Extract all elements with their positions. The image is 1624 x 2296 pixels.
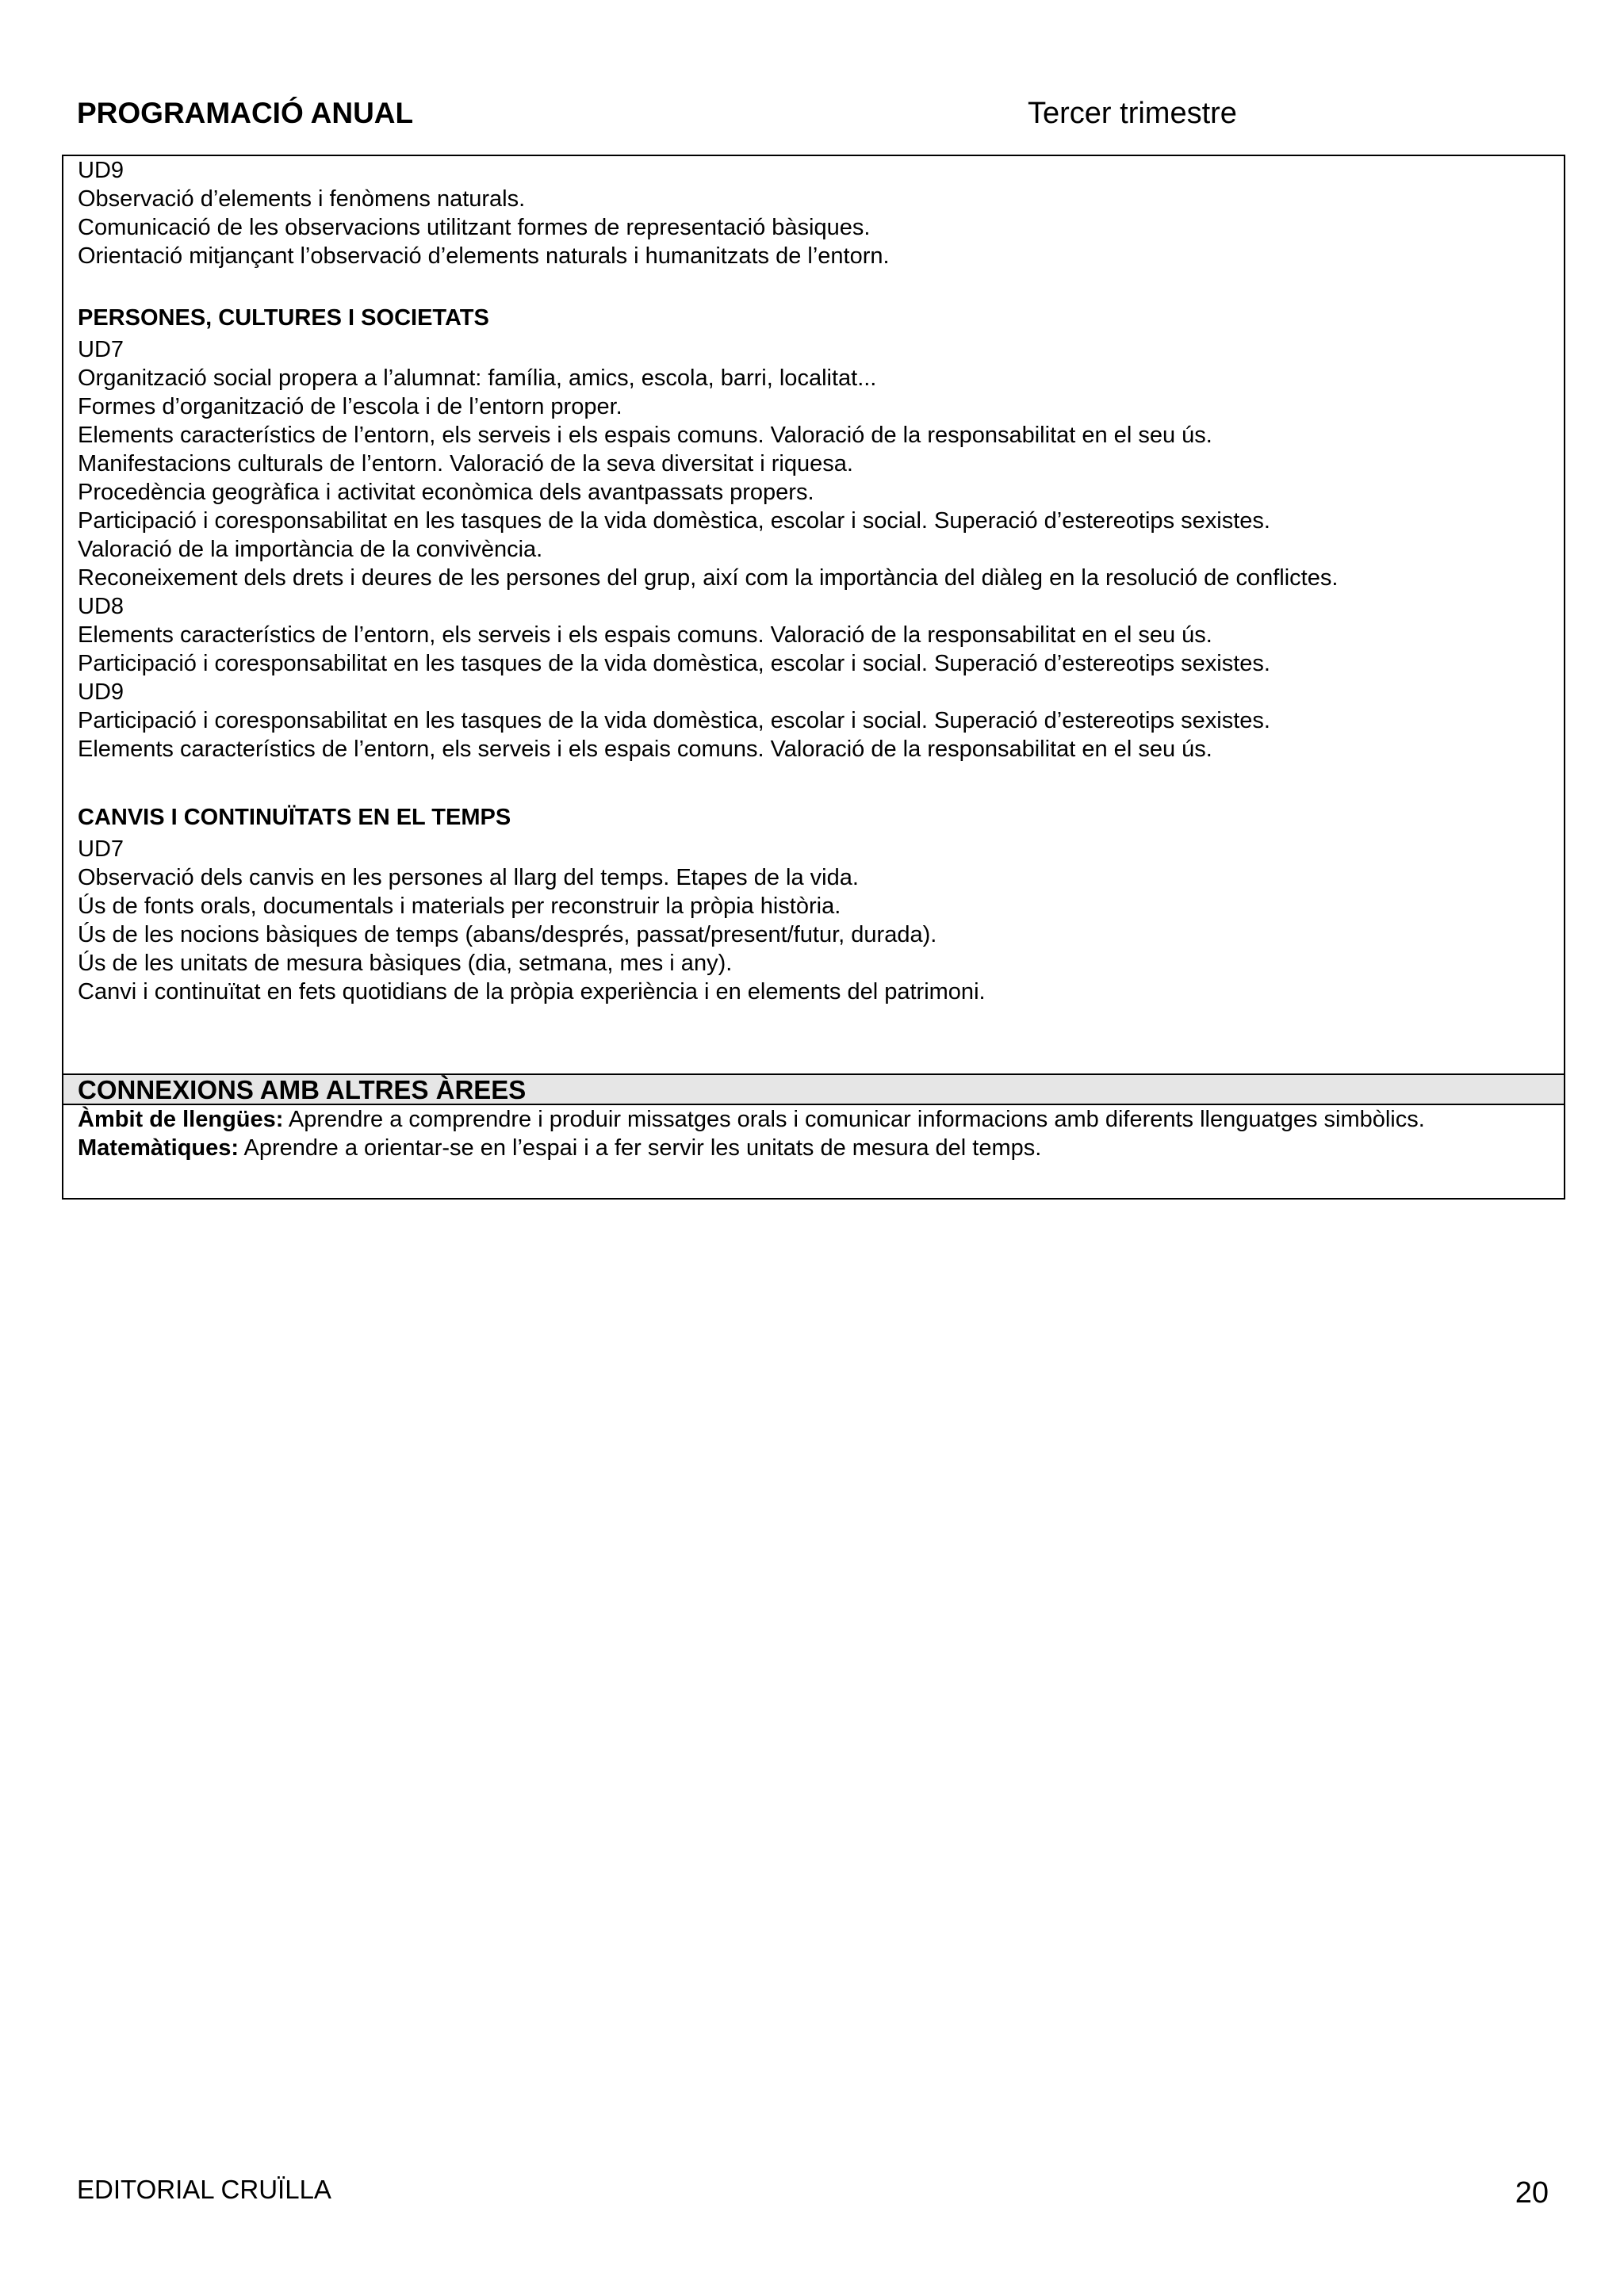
section-canvis — [78, 803, 1553, 1006]
connexions-list — [78, 1105, 1553, 1162]
section-persones — [78, 304, 1553, 763]
trimester-label: Tercer trimestre — [1028, 97, 1237, 130]
publisher-name: EDITORIAL CRUÏLLA — [77, 2175, 331, 2204]
content-line: Organització social propera a l’alumnat: família, amics, escola, barri, localitat... — [78, 365, 877, 391]
connexion-label: Matemàtiques: — [78, 1135, 239, 1161]
page-number: 20 — [1515, 2176, 1549, 2210]
document-title: PROGRAMACIÓ ANUAL — [77, 97, 414, 129]
connexion-text: Aprendre a comprendre i produir missatges orals i comunicar informacions amb diferents llenguatges simbòlics. — [283, 1107, 1425, 1132]
unit-label: UD8 — [78, 594, 124, 619]
section-title: PERSONES, CULTURES I SOCIETATS — [78, 305, 489, 331]
page-header — [77, 94, 1568, 133]
section-title: CANVIS I CONTINUÏTATS EN EL TEMPS — [78, 805, 511, 830]
content-line: Ús de les nocions bàsiques de temps (abans/després, passat/present/futur, durada). — [78, 922, 937, 947]
page-footer — [77, 2172, 1549, 2212]
content-line: Procedència geogràfica i activitat econòmica dels avantpassats propers. — [78, 480, 814, 505]
content-line: Valoració de la importància de la convivència. — [78, 537, 543, 562]
content-line: Reconeixement dels drets i deures de les persones del grup, així com la importància del diàleg en la resolució de conflictes. — [78, 565, 1339, 591]
connexion-label: Àmbit de llengües: — [78, 1107, 284, 1132]
content-line: Elements característics de l’entorn, els serveis i els espais comuns. Valoració de la responsabilitat en el seu ús. — [78, 622, 1212, 648]
content-line: Ús de les unitats de mesura bàsiques (dia, setmana, mes i any). — [78, 951, 733, 976]
content-line: Canvi i continuïtat en fets quotidians de la pròpia experiència i en elements del patrimoni. — [78, 979, 986, 1004]
content-line: Observació d’elements i fenòmens naturals. — [78, 186, 526, 212]
content-line: Participació i coresponsabilitat en les tasques de la vida domèstica, escolar i social. Superació d’estereotips sexistes. — [78, 508, 1270, 534]
content-box — [62, 155, 1565, 1200]
content-line: Elements característics de l’entorn, els serveis i els espais comuns. Valoració de la responsabilitat en el seu ús. — [78, 737, 1212, 762]
content-line: Observació dels canvis en les persones al llarg del temps. Etapes de la vida. — [78, 865, 859, 890]
content-line: Comunicació de les observacions utilitzant formes de representació bàsiques. — [78, 215, 871, 240]
connexion-text: Aprendre a orientar-se en l’espai i a fer servir les unitats de mesura del temps. — [239, 1135, 1042, 1161]
unit-label: UD9 — [78, 679, 124, 705]
connexions-title: CONNEXIONS AMB ALTRES ÀREES — [78, 1075, 527, 1104]
content-line: Formes d’organització de l’escola i de l’entorn proper. — [78, 394, 622, 419]
content-line: Ús de fonts orals, documentals i materials per reconstruir la pròpia història. — [78, 894, 841, 919]
content-line: Participació i coresponsabilitat en les tasques de la vida domèstica, escolar i social. Superació d’estereotips sexistes. — [78, 651, 1270, 676]
content-line: Orientació mitjançant l’observació d’elements naturals i humanitzats de l’entorn. — [78, 243, 890, 269]
connexions-header — [63, 1073, 1564, 1105]
content-line: Manifestacions culturals de l’entorn. Valoració de la seva diversitat i riquesa. — [78, 451, 853, 476]
connexion-item — [78, 1105, 1553, 1134]
connexion-item — [78, 1134, 1553, 1162]
unit-label: UD7 — [78, 337, 124, 362]
content-line: Elements característics de l’entorn, els serveis i els espais comuns. Valoració de la responsabilitat en el seu ús. — [78, 423, 1212, 448]
unit-label: UD7 — [78, 836, 124, 862]
unit-label: UD9 — [78, 158, 124, 183]
intro-block — [78, 156, 1553, 270]
content-line: Participació i coresponsabilitat en les tasques de la vida domèstica, escolar i social. Superació d’estereotips sexistes. — [78, 708, 1270, 733]
